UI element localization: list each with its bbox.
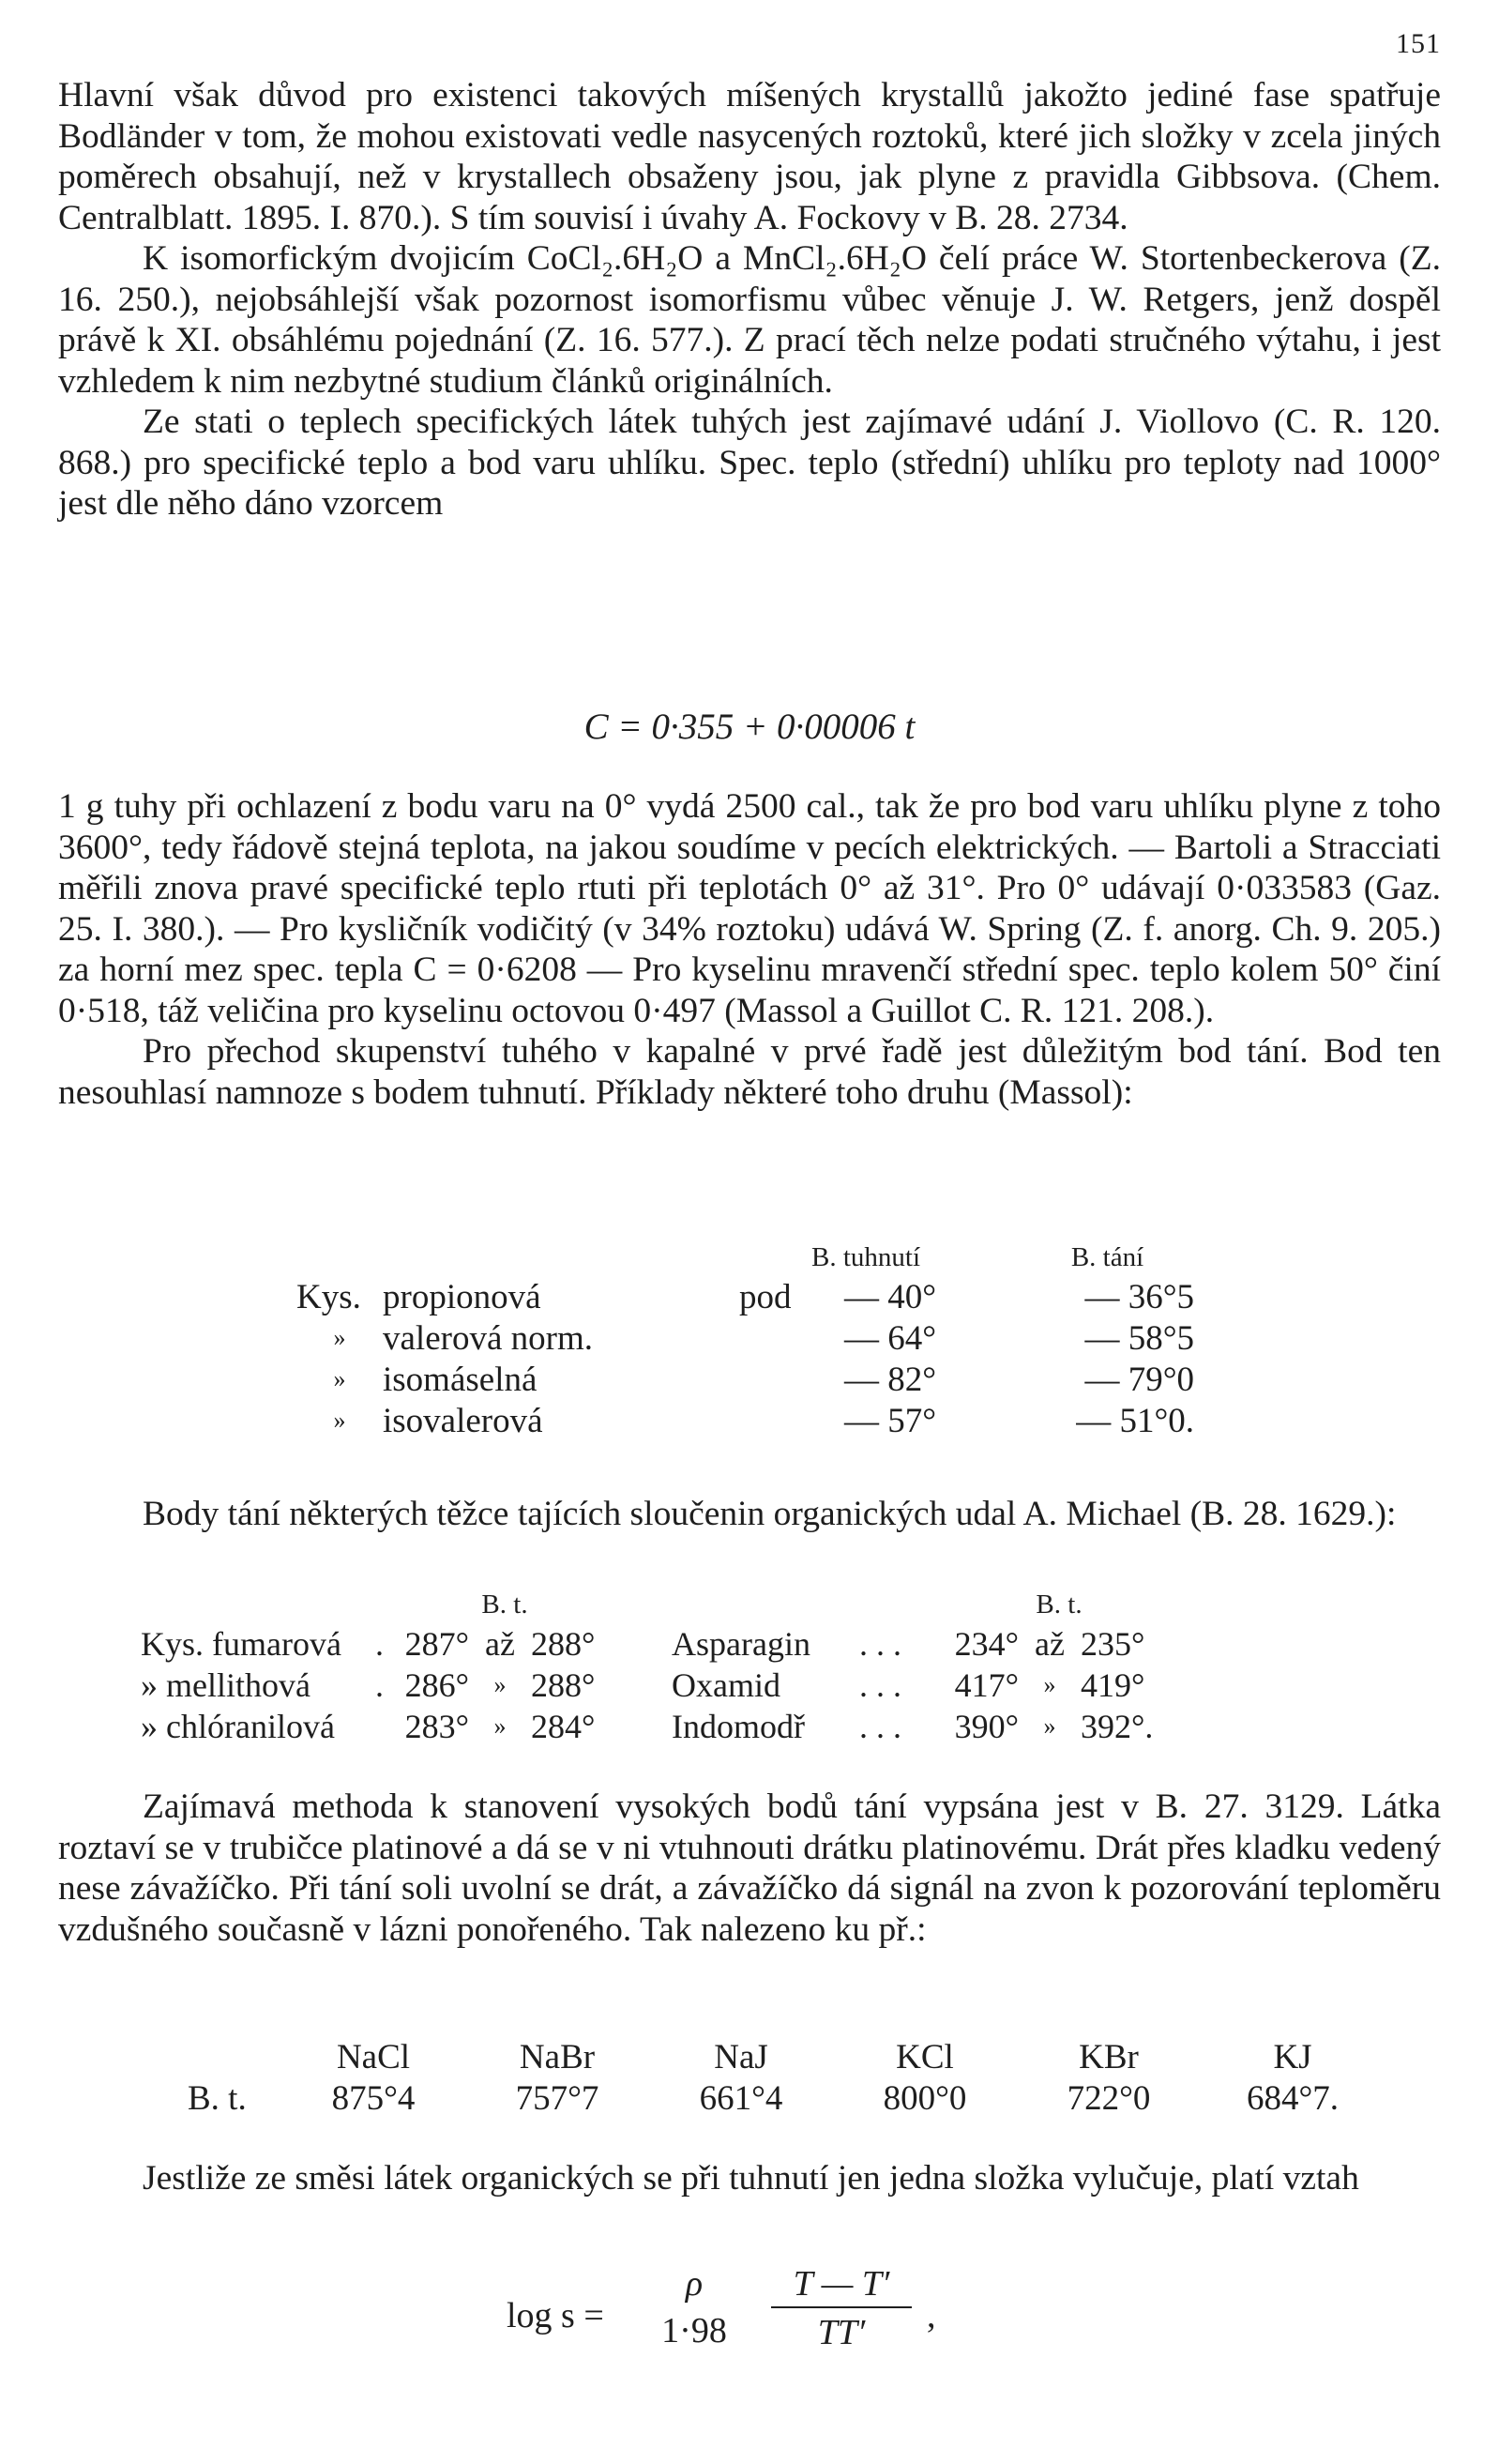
header-melting: B. tání bbox=[1070, 1241, 1144, 1272]
row-dots-right: . . . bbox=[859, 1666, 901, 1704]
paragraph-specific-heat: Ze stati o teplech specifických látek tuhých jest zajímavé udání J. Viollovo (C. R. 120. 868.) pro specifické teplo a bod varu uhlíku. Spec. teplo (střední) uhlíku pro teploty nad 1000° jest dle něho dáno vzorcem bbox=[58, 403, 1441, 523]
row-to-right: 419° bbox=[1081, 1666, 1145, 1704]
row-melting: — 79°0 bbox=[1084, 1360, 1194, 1399]
table-massol bbox=[296, 1239, 1194, 1441]
row-name: isovalerová bbox=[383, 1401, 543, 1440]
salt-name: NaBr bbox=[519, 2037, 596, 2076]
row-from-right: 417° bbox=[954, 1666, 1019, 1704]
text-section-3 bbox=[58, 1494, 1441, 1535]
row-solidification: — 40° bbox=[843, 1277, 936, 1316]
salt-value: 684°7. bbox=[1246, 2078, 1340, 2118]
text-section-1 bbox=[58, 75, 1441, 525]
row-to-word-left: až bbox=[485, 1625, 515, 1663]
row-dots-left: . bbox=[375, 1625, 384, 1663]
fraction-temperature bbox=[771, 2263, 912, 2353]
row-to-left: 284° bbox=[531, 1708, 596, 1745]
row-to-word-left: » bbox=[493, 1671, 507, 1698]
formula-specific-heat: C = 0·355 + 0·00006 t bbox=[583, 707, 916, 747]
paragraph-bodlander: Hlavní však důvod pro existenci takových míšených krystallů jakožto jediné fase spatřuje Bodländer v tom, že mohou existovati vedle nasycených roztoků, které jich složky v zcela jiných poměrech obsahují, než v krystallech obsaženy jsou, jak plyne z pravidla Gibbsova. (Chem. Centralblatt. 1895. I. 870.). S tím souvisí i úvahy A. Fockovy v B. 28. 2734. bbox=[58, 76, 1441, 237]
fraction-rho bbox=[647, 2263, 741, 2351]
fraction-denominator: 1·98 bbox=[661, 2311, 727, 2350]
table-row bbox=[141, 1623, 1165, 1665]
salt-name: KCl bbox=[896, 2037, 954, 2076]
table-row bbox=[296, 1400, 1194, 1441]
row-dots-right: . . . bbox=[859, 1708, 901, 1745]
table-michael bbox=[141, 1586, 1165, 1747]
text-section-2 bbox=[58, 786, 1441, 1113]
table-row bbox=[296, 1359, 1194, 1400]
table-header bbox=[296, 1239, 1194, 1276]
row-dots-right: . . . bbox=[859, 1625, 901, 1663]
header-left-bt: B. t. bbox=[481, 1589, 528, 1620]
table-row bbox=[141, 1665, 1165, 1706]
row-name: isomáselná bbox=[383, 1360, 538, 1399]
table-header bbox=[188, 2036, 1385, 2077]
fraction-numerator: T — T′ bbox=[793, 2264, 890, 2304]
header-right-bt: B. t. bbox=[1036, 1589, 1083, 1620]
row-name-right: Indomodř bbox=[672, 1708, 805, 1745]
table-salts bbox=[188, 2036, 1385, 2119]
salt-value: 722°0 bbox=[1067, 2078, 1151, 2118]
row-to-right: 235° bbox=[1081, 1625, 1145, 1663]
row-dots-left bbox=[375, 1706, 403, 1747]
row-name: valerová norm. bbox=[383, 1318, 593, 1358]
row-label: B. t. bbox=[188, 2078, 247, 2118]
row-from-left: 286° bbox=[404, 1666, 469, 1704]
row-melting: — 36°5 bbox=[1084, 1277, 1194, 1316]
salt-value: 757°7 bbox=[515, 2078, 599, 2118]
row-from-right: 234° bbox=[954, 1625, 1019, 1663]
row-prefix: » bbox=[333, 1407, 346, 1434]
page-number: 151 bbox=[1396, 28, 1441, 59]
salt-value: 661°4 bbox=[699, 2078, 783, 2118]
formula-trail: , bbox=[927, 2296, 936, 2335]
salt-name: NaCl bbox=[336, 2037, 411, 2076]
row-to-left: 288° bbox=[531, 1625, 596, 1663]
paragraph-method: Zajímavá methoda k stanovení vysokých bodů tání vypsána jest v B. 27. 3129. Látka roztaví se v trubičce platinové a dá se v ni vtuhnouti drátku platinovému. Drát přes kladku vedený nese závažíčko. Při tání soli uvolní se drát, a závažíčko dá signál na zvon k pozorování teploměru vzdušného současně v lázni ponořeného. Tak nalezeno ku př.: bbox=[58, 1787, 1441, 1949]
text-section-4 bbox=[58, 1787, 1441, 1950]
table-row bbox=[141, 1706, 1165, 1747]
row-from-right: 390° bbox=[954, 1708, 1019, 1745]
row-name-left: Kys. fumarová bbox=[141, 1625, 341, 1663]
table-row bbox=[296, 1276, 1194, 1317]
row-name: propionová bbox=[383, 1277, 541, 1316]
salt-value: 800°0 bbox=[883, 2078, 967, 2118]
row-pod bbox=[739, 1317, 814, 1359]
row-solidification: — 82° bbox=[843, 1360, 936, 1399]
row-melting: — 51°0. bbox=[1076, 1401, 1194, 1440]
salt-value: 875°4 bbox=[331, 2078, 416, 2118]
row-from-left: 283° bbox=[404, 1708, 469, 1745]
paragraph-isomorphism: K isomorfickým dvojicím CoCl₂.6H₂O a MnCl₂.6H₂O čelí práce W. Stortenbeckerova (Z. 16. 250.), nejobsáhlejší však pozornost isomorfismu vůbec věnuje J. W. Retgers, jenž dospěl právě k XI. obsáhlému pojednání (Z. 16. 577.). Z prací těch nelze podati stručného výtahu, i jest vzhledem k nim nezbytné studium článků originálních. bbox=[58, 239, 1441, 401]
row-prefix: » bbox=[333, 1365, 346, 1392]
row-to-left: 288° bbox=[531, 1666, 596, 1704]
fraction-numerator: ρ bbox=[685, 2264, 704, 2304]
row-name-right: Oxamid bbox=[672, 1666, 780, 1704]
row-prefix: » bbox=[333, 1324, 346, 1351]
table-row bbox=[296, 1317, 1194, 1359]
row-pod bbox=[739, 1359, 814, 1400]
paragraph-graphite-heat: 1 g tuhy při ochlazení z bodu varu na 0° vydá 2500 cal., tak že pro bod varu uhlíku plyne z toho 3600°, tedy řádově stejná teplota, na jakou soudíme v pecích elektrických. — Bartoli a Stracciati měřili znova pravé specifické teplo rtuti při teplotách 0° až 31°. Pro 0° udávají 0·033583 (Gaz. 25. I. 380.). — Pro kysličník vodičitý (v 34% roztoku) udává W. Spring (Z. f. anorg. Ch. 9. 205.) za horní mez spec. tepla C = 0·6208 — Pro kyselinu mravenčí střední spec. teplo kolem 50° činí 0·518, táž veličina pro kyselinu octovou 0·497 (Massol a Guillot C. R. 121. 208.). bbox=[58, 787, 1441, 1030]
row-melting: — 58°5 bbox=[1084, 1318, 1194, 1358]
row-to-word-right: » bbox=[1043, 1671, 1056, 1698]
row-to-word-right: až bbox=[1035, 1625, 1065, 1663]
row-dots-left: . bbox=[375, 1666, 384, 1704]
row-name-left: » mellithová bbox=[141, 1666, 310, 1704]
row-to-right: 392°. bbox=[1081, 1708, 1154, 1745]
salt-name: KBr bbox=[1079, 2037, 1139, 2076]
formula-log bbox=[507, 2263, 1163, 2385]
row-solidification: — 57° bbox=[843, 1401, 936, 1440]
row-solidification: — 64° bbox=[843, 1318, 936, 1358]
row-to-word-left: » bbox=[493, 1712, 507, 1740]
paragraph-michael: Body tání některých těžce tajících sloučenin organických udal A. Michael (B. 28. 1629.): bbox=[143, 1495, 1397, 1533]
text-section-5 bbox=[58, 2158, 1441, 2199]
table-row bbox=[188, 2077, 1385, 2119]
paragraph-relation: Jestliže ze směsi látek organických se při tuhnutí jen jedna složka vylučuje, platí vztah bbox=[143, 2159, 1359, 2198]
row-prefix: Kys. bbox=[296, 1277, 361, 1316]
formula-lhs: log s = bbox=[507, 2296, 604, 2335]
paragraph-melting-point: Pro přechod skupenství tuhého v kapalné v prvé řadě jest důležitým bod tání. Bod ten nesouhlasí namnoze s bodem tuhnutí. Příklady některé toho druhu (Massol): bbox=[58, 1032, 1441, 1112]
salt-name: KJ bbox=[1273, 2037, 1312, 2076]
row-from-left: 287° bbox=[404, 1625, 469, 1663]
row-name-right: Asparagin bbox=[672, 1625, 810, 1663]
row-to-word-right: » bbox=[1043, 1712, 1056, 1740]
table-header bbox=[141, 1586, 1165, 1623]
row-pod: pod bbox=[739, 1277, 792, 1316]
header-solidification: B. tuhnutí bbox=[810, 1241, 920, 1272]
salt-name: NaJ bbox=[714, 2037, 768, 2076]
row-pod bbox=[739, 1400, 814, 1441]
fraction-denominator: TT′ bbox=[817, 2313, 866, 2352]
row-name-left: » chlóranilová bbox=[141, 1708, 335, 1745]
